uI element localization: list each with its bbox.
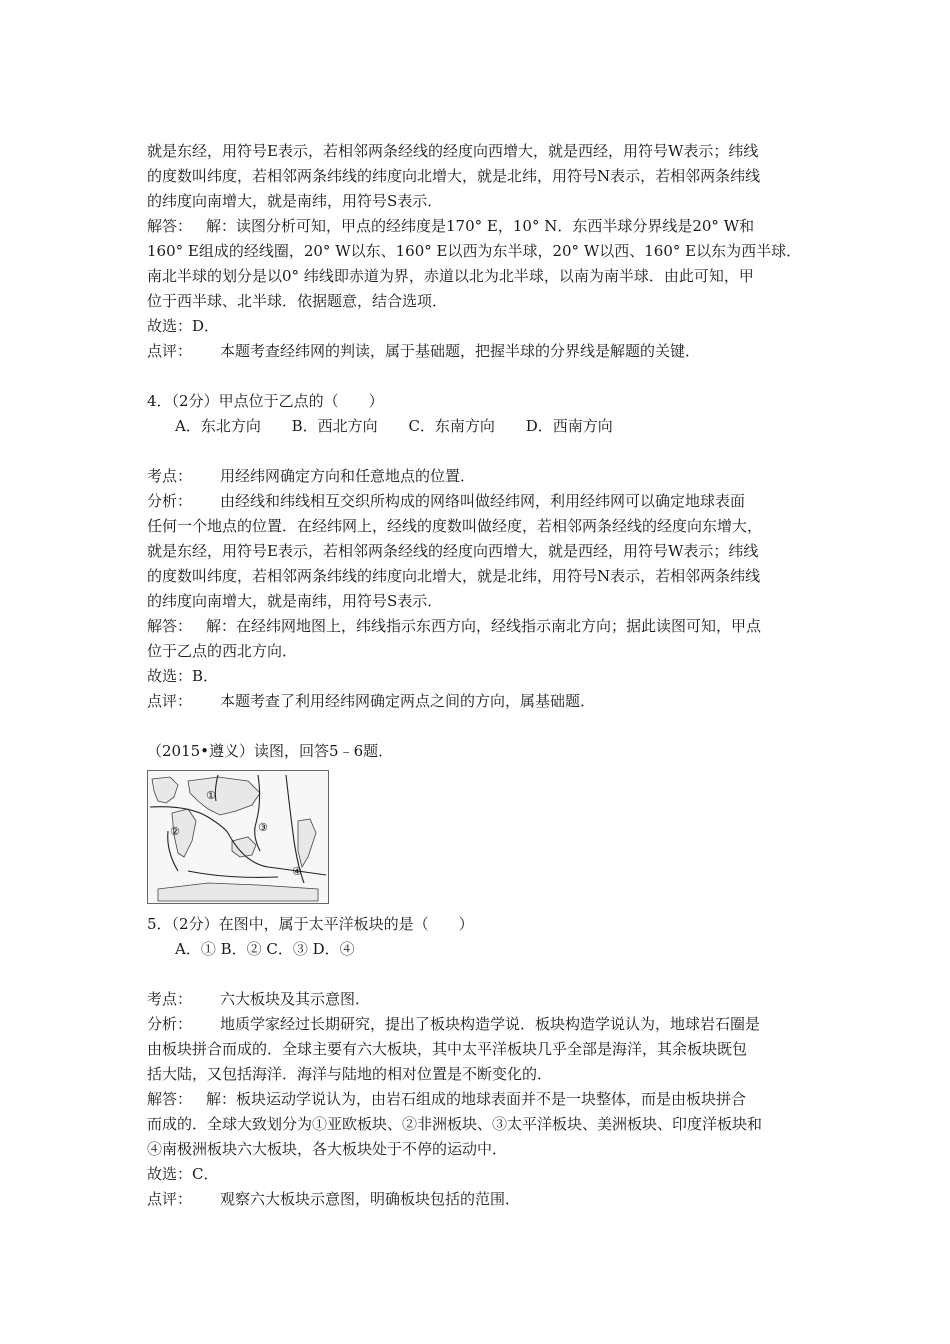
q4-analysis-line-3: 就是东经，用符号E表示，若相邻两条经线的经度向西增大，就是西经，用符号W表示；纬线 xyxy=(147,542,759,560)
plate-boundary xyxy=(255,775,260,851)
continent-antarctica xyxy=(158,883,318,901)
plates-map-graphic xyxy=(148,771,328,903)
q5-answer-text: 解：板块运动学说认为，由岩石组成的地球表面并不是一块整体，而是由板块拼合 xyxy=(206,1090,747,1108)
q5-comment-text: 观察六大板块示意图，明确板块包括的范围． xyxy=(220,1190,521,1208)
q4-analysis-line-2: 任何一个地点的位置．在经纬网上，经线的度数叫做经度，若相邻两条经线的经度向东增大， xyxy=(147,517,763,535)
q4-analysis-line-4: 的度数叫纬度，若相邻两条纬线的纬度向北增大，就是北纬，用符号N表示，若相邻两条纬线 xyxy=(147,567,761,585)
q4-answer-line-2: 位于乙点的西北方向． xyxy=(147,642,298,660)
q4-point xyxy=(147,464,827,489)
q5-stem: 5．（2分）在图中，属于太平洋板块的是（ ） xyxy=(147,915,474,933)
q3-choice: 故选：D． xyxy=(147,317,220,335)
q4-option-a: A．东北方向 xyxy=(175,417,261,435)
plate-label-1: ① xyxy=(206,789,216,802)
q5-options: A．① B．② C．③ D．④ xyxy=(175,940,355,958)
q5-point xyxy=(147,987,827,1012)
q4-option-b: B．西北方向 xyxy=(291,417,378,435)
plate-label-2: ② xyxy=(170,825,180,838)
q5-answer-line-1 xyxy=(147,1087,827,1112)
q4-point-text: 用经纬网确定方向和任意地点的位置． xyxy=(220,467,476,485)
q4-analysis-line-1 xyxy=(147,489,827,514)
analysis-label: 分析： xyxy=(147,492,193,510)
q3-comment xyxy=(147,339,827,364)
q5-analysis-line-2: 由板块拼合而成的．全球主要有六大板块，其中太平洋板块几乎全部是海洋，其余板块既包 xyxy=(147,1040,748,1058)
q4-analysis-text: 由经线和纬线相互交织所构成的网络叫做经纬网，利用经纬网可以确定地球表面 xyxy=(220,492,746,510)
q4-answer-line-1 xyxy=(147,614,827,639)
point-label: 考点： xyxy=(147,467,193,485)
point-label: 考点： xyxy=(147,990,193,1008)
q3-answer-text: 解：读图分析可知，甲点的经纬度是170° E，10° N．东西半球分界线是20° W和 xyxy=(206,217,755,235)
continent-america-south xyxy=(298,819,316,867)
q4-stem: 4．（2分）甲点位于乙点的（ ） xyxy=(147,392,384,410)
answer-label: 解答： xyxy=(147,617,193,635)
q4-analysis-line-5: 的纬度向南增大，就是南纬，用符号S表示． xyxy=(147,592,443,610)
q3-answer-line-1 xyxy=(147,214,827,239)
q3-answer-line-3: 南北半球的划分是以0° 纬线即赤道为界，赤道以北为北半球，以南为南半球．由此可知，甲 xyxy=(147,267,754,285)
q4-choice: 故选：B． xyxy=(147,667,219,685)
continent-america-north xyxy=(152,777,178,803)
comment-label: 点评： xyxy=(147,342,193,360)
answer-label: 解答： xyxy=(147,1090,193,1108)
document-page xyxy=(147,139,827,1212)
q4-comment xyxy=(147,689,827,714)
comment-label: 点评： xyxy=(147,1190,193,1208)
q5-answer-line-2: 而成的．全球大致划分为①亚欧板块、②非洲板块、③太平洋板块、美洲板块、印度洋板块和 xyxy=(147,1115,763,1133)
q3-cont-line-2: 的度数叫纬度，若相邻两条纬线的纬度向北增大，就是北纬，用符号N表示，若相邻两条纬线 xyxy=(147,167,761,185)
q4-comment-text: 本题考查了利用经纬网确定两点之间的方向，属基础题． xyxy=(220,692,596,710)
q4-answer-text: 解：在经纬网地图上，纬线指示东西方向，经线指示南北方向；据此读图可知，甲点 xyxy=(206,617,762,635)
q4-options xyxy=(147,414,827,439)
plate-label-4: ④ xyxy=(292,865,302,878)
q5-answer-line-3: ④南极洲板块六大板块，各大板块处于不停的运动中． xyxy=(147,1140,508,1158)
q5-analysis-text: 地质学家经过长期研究，提出了板块构造学说．板块构造学说认为，地球岩石圈是 xyxy=(220,1015,761,1033)
q5-analysis-line-3: 括大陆，又包括海洋．海洋与陆地的相对位置是不断变化的． xyxy=(147,1065,553,1083)
q3-answer-line-2: 160° E组成的经线圈，20° W以东、160° E以西为东半球，20° W以西、160° E以东为西半球． xyxy=(147,242,802,260)
q5-point-text: 六大板块及其示意图． xyxy=(220,990,371,1008)
continent-eurasia xyxy=(188,777,260,815)
q4-option-d: D．西南方向 xyxy=(525,417,613,435)
q4-option-c: C．东南方向 xyxy=(408,417,495,435)
section-intro: （2015•遵义）读图，回答5﹣6题． xyxy=(147,742,394,760)
q3-cont-line-3: 的纬度向南增大，就是南纬，用符号S表示． xyxy=(147,192,443,210)
tectonic-plates-map xyxy=(147,770,329,904)
plate-boundary xyxy=(188,871,278,877)
comment-label: 点评： xyxy=(147,692,193,710)
q3-comment-text: 本题考查经纬网的判读，属于基础题，把握半球的分界线是解题的关键． xyxy=(220,342,701,360)
answer-label: 解答： xyxy=(147,217,193,235)
q5-comment xyxy=(147,1187,827,1212)
analysis-label: 分析： xyxy=(147,1015,193,1033)
q3-answer-line-4: 位于西半球、北半球．依据题意，结合选项． xyxy=(147,292,448,310)
q3-cont-line-1: 就是东经，用符号E表示，若相邻两条经线的经度向西增大，就是西经，用符号W表示；纬线 xyxy=(147,142,759,160)
q5-analysis-line-1 xyxy=(147,1012,827,1037)
plate-label-3: ③ xyxy=(258,821,268,834)
q5-choice: 故选：C． xyxy=(147,1165,219,1183)
